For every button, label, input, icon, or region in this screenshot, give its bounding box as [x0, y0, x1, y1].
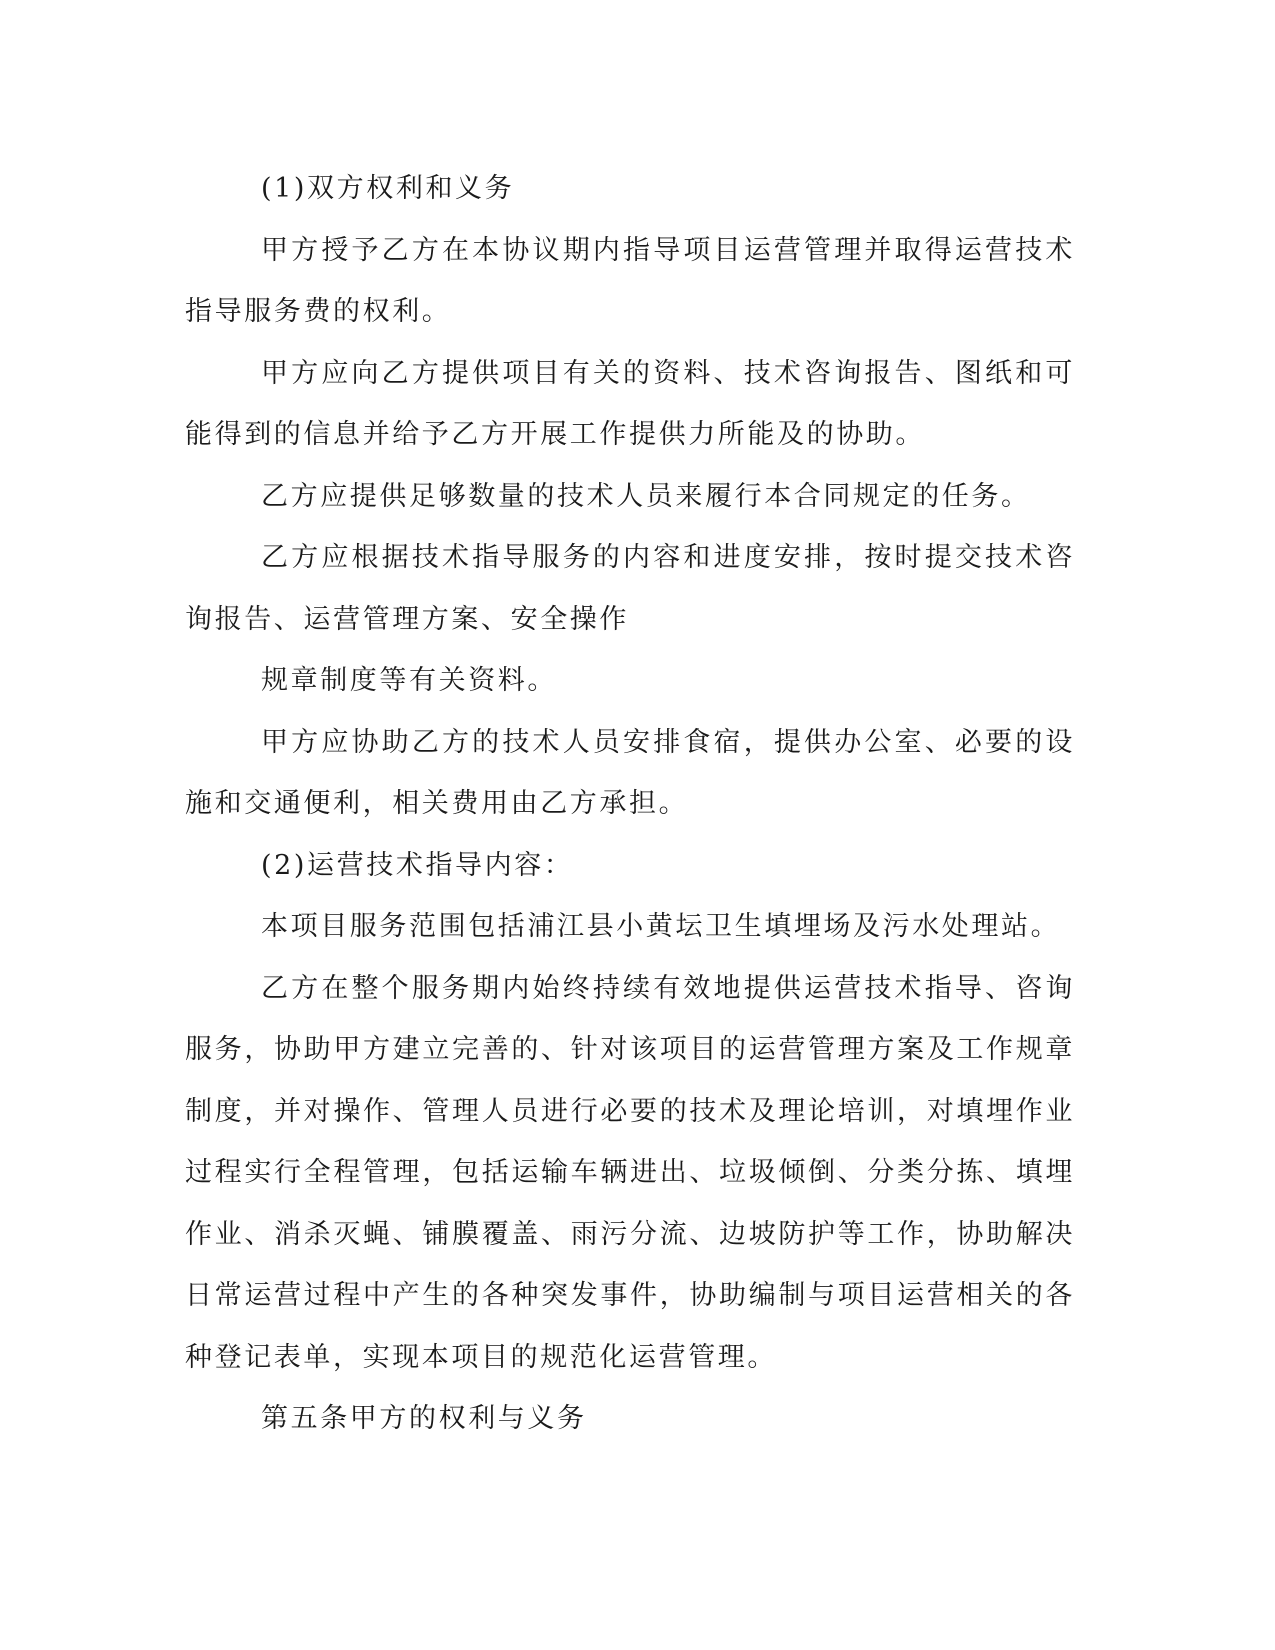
document-body	[185, 158, 1075, 1450]
paragraph-service-details: 乙方在整个服务期内始终持续有效地提供运营技术指导、咨询服务，协助甲方建立完善的、针对该项目的运营管理方案及工作规章制度，并对操作、管理人员进行必要的技术及理论培训，对填埋作业过程实行全程管理，包括运输车辆进出、垃圾倾倒、分类分拣、填埋作业、消杀灭蝇、铺膜覆盖、雨污分流、边坡防护等工作，协助解决日常运营过程中产生的各种突发事件，协助编制与项目运营相关的各种登记表单，实现本项目的规范化运营管理。	[185, 972, 1075, 1373]
paragraph-accommodation: 甲方应协助乙方的技术人员安排食宿，提供办公室、必要的设施和交通便利，相关费用由乙方承担。	[185, 726, 1075, 819]
section-heading-rights-obligations: (1)双方权利和义务	[261, 173, 515, 204]
paragraph-technical-staff: 乙方应提供足够数量的技术人员来履行本合同规定的任务。	[261, 480, 1031, 512]
paragraph-submit-reports: 乙方应根据技术指导服务的内容和进度安排，按时提交技术咨询报告、运营管理方案、安全操作	[185, 542, 1075, 635]
paragraph-regulations: 规章制度等有关资料。	[261, 665, 557, 696]
paragraph-provide-materials: 甲方应向乙方提供项目有关的资料、技术咨询报告、图纸和可能得到的信息并给予乙方开展工作提供力所能及的协助。	[185, 357, 1075, 450]
paragraph-grant-rights: 甲方授予乙方在本协议期内指导项目运营管理并取得运营技术指导服务费的权利。	[185, 234, 1075, 327]
section-heading-guidance-content: (2)运营技术指导内容：	[261, 849, 574, 881]
article-five-heading: 第五条甲方的权利与义务	[261, 1403, 587, 1434]
paragraph-service-scope: 本项目服务范围包括浦江县小黄坛卫生填埋场及污水处理站。	[261, 911, 1061, 942]
